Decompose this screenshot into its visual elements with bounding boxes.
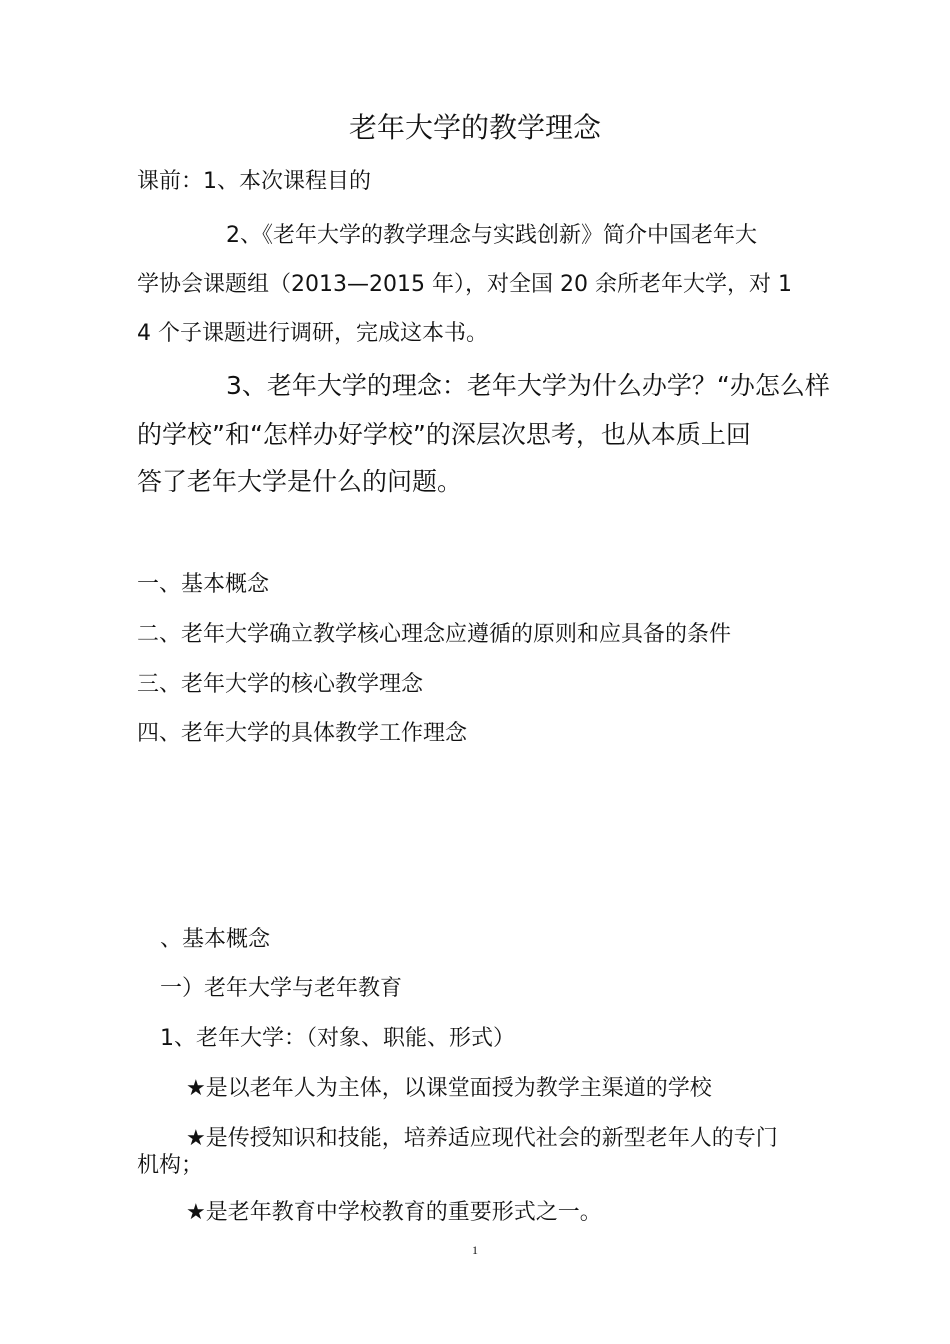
page-number: 1 [472, 1243, 478, 1257]
intro-line-1: 课前：1、本次课程目的 [137, 169, 371, 194]
bullet-1: ★是以老年人为主体，以课堂面授为教学主渠道的学校 [186, 1076, 712, 1101]
outline-item-3: 三、老年大学的核心教学理念 [137, 672, 424, 697]
intro-item-3-line-2: 的学校”和“怎样办好学校”的深层次思考，也从本质上回 [137, 420, 751, 449]
intro-item-3-line-3: 答了老年大学是什么的问题。 [137, 467, 463, 496]
intro-item-2-line-3: 4 个子课题进行调研，完成这本书。 [137, 321, 488, 346]
outline-item-4: 四、老年大学的具体教学工作理念 [137, 721, 468, 746]
document-title: 老年大学的教学理念 [348, 111, 601, 144]
intro-item-2-line-1: 2、《老年大学的教学理念与实践创新》简介中国老年大 [226, 223, 757, 248]
section-item-1: 1、老年大学：（对象、职能、形式） [160, 1026, 515, 1051]
section-heading: 、基本概念 [160, 927, 271, 952]
outline-item-2: 二、老年大学确立教学核心理念应遵循的原则和应具备的条件 [137, 622, 732, 647]
intro-item-2-line-2: 学协会课题组（2013—2015 年），对全国 20 余所老年大学，对 1 [137, 272, 792, 297]
intro-item-3-line-1: 3、老年大学的理念：老年大学为什么办学？“办怎么样 [226, 371, 830, 400]
outline-item-1: 一、基本概念 [137, 572, 270, 597]
bullet-3: ★是老年教育中学校教育的重要形式之一。 [186, 1200, 602, 1225]
section-subheading: 一）老年大学与老年教育 [160, 976, 403, 1001]
bullet-2: ★是传授知识和技能，培养适应现代社会的新型老年人的专门 [186, 1126, 778, 1151]
bullet-2-continuation: 机构； [137, 1153, 204, 1178]
